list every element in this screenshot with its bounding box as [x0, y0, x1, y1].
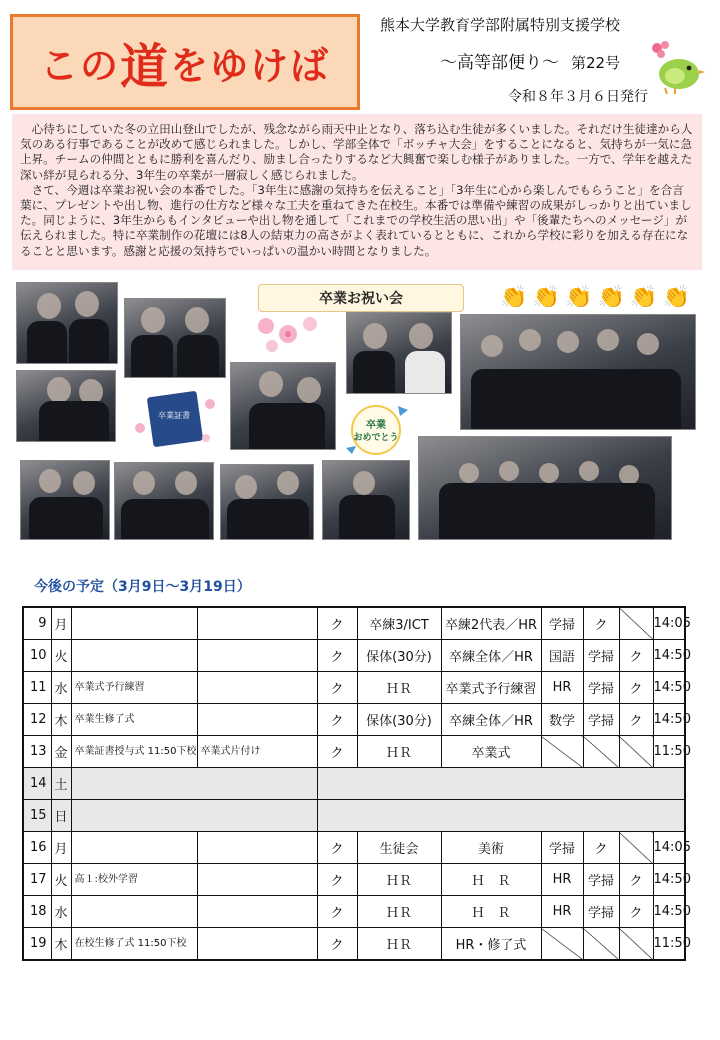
schedule-period	[619, 607, 653, 640]
schedule-date: 14	[23, 768, 51, 800]
schedule-row	[23, 896, 685, 928]
schedule-period: HR・修了式	[441, 928, 541, 961]
schedule-period: 学掃	[583, 896, 619, 928]
schedule-period: ク	[317, 640, 357, 672]
schedule-event: 卒業証書授与式 11:50下校	[71, 736, 197, 768]
schedule-period: 学掃	[541, 607, 583, 640]
schedule-period: Ｈ Ｒ	[441, 896, 541, 928]
schedule-weekday: 木	[51, 704, 71, 736]
photo	[418, 436, 672, 540]
schedule-date: 9	[23, 607, 51, 640]
schedule-period: 卒練全体／HR	[441, 704, 541, 736]
schedule-weekday: 水	[51, 896, 71, 928]
schedule-period: 学掃	[583, 640, 619, 672]
diploma-label: 卒業証書	[158, 411, 190, 420]
schedule-date: 15	[23, 800, 51, 832]
schedule-event-2: 卒業式片付け	[197, 736, 317, 768]
schedule-row	[23, 768, 685, 800]
schedule-event	[71, 896, 197, 928]
photo	[16, 370, 116, 442]
schedule-period	[583, 736, 619, 768]
schedule-row	[23, 800, 685, 832]
schedule-period: ク	[317, 896, 357, 928]
schedule-period: 保体(30分)	[357, 704, 441, 736]
photo	[220, 464, 314, 540]
schedule-dismissal-time: 11:50	[653, 928, 685, 961]
schedule-row	[23, 607, 685, 640]
schedule-period: 卒業式	[441, 736, 541, 768]
schedule-period: 保体(30分)	[357, 640, 441, 672]
schedule-holiday-cell	[71, 768, 317, 800]
schedule-period: ＨＲ	[357, 896, 441, 928]
schedule-dismissal-time: 14:50	[653, 640, 685, 672]
schedule-period: 卒練2代表／HR	[441, 607, 541, 640]
schedule-holiday-cell	[317, 800, 685, 832]
schedule-period: ク	[317, 607, 357, 640]
schedule-period: Ｈ Ｒ	[441, 864, 541, 896]
schedule-date: 19	[23, 928, 51, 961]
schedule-dismissal-time: 14:50	[653, 704, 685, 736]
schedule-event	[71, 607, 197, 640]
schedule-period	[619, 736, 653, 768]
schedule-period: 国語	[541, 640, 583, 672]
photo	[230, 362, 336, 450]
schedule-row	[23, 736, 685, 768]
schedule-row	[23, 704, 685, 736]
schedule-period	[583, 928, 619, 961]
newsletter-name: ～高等部便り～	[440, 53, 559, 73]
schedule-weekday: 金	[51, 736, 71, 768]
schedule-row	[23, 928, 685, 961]
schedule-row	[23, 672, 685, 704]
schedule-event: 高１:校外学習	[71, 864, 197, 896]
schedule-row	[23, 832, 685, 864]
schedule-period: ク	[583, 607, 619, 640]
schedule-period: ク	[619, 896, 653, 928]
schedule-table	[22, 606, 691, 961]
schedule-weekday: 水	[51, 672, 71, 704]
schedule-event-2	[197, 672, 317, 704]
schedule-period: 数学	[541, 704, 583, 736]
schedule-holiday-cell	[317, 768, 685, 800]
photo	[16, 282, 118, 364]
schedule-period: ク	[317, 928, 357, 961]
schedule-period: HR	[541, 864, 583, 896]
schedule-date: 17	[23, 864, 51, 896]
schedule-period	[619, 928, 653, 961]
schedule-date: 10	[23, 640, 51, 672]
schedule-dismissal-time: 14:05	[653, 832, 685, 864]
schedule-period: ク	[317, 672, 357, 704]
photo	[322, 460, 410, 540]
schedule-period: ク	[619, 672, 653, 704]
schedule-period	[619, 832, 653, 864]
schedule-period: ク	[583, 832, 619, 864]
schedule-period: 学掃	[541, 832, 583, 864]
issue-number: 第22号	[571, 54, 621, 72]
schedule-holiday-cell	[71, 800, 317, 832]
photo	[124, 298, 226, 378]
schedule-dismissal-time: 14:05	[653, 607, 685, 640]
schedule-period: ＨＲ	[357, 864, 441, 896]
diploma-book-icon	[130, 388, 220, 448]
schedule-event-2	[197, 896, 317, 928]
schedule-period: ク	[619, 704, 653, 736]
schedule-period: ク	[317, 704, 357, 736]
schedule-event	[71, 640, 197, 672]
school-name: 熊本大学教育学部附属特別支援学校	[380, 16, 621, 34]
schedule-event: 在校生修了式 11:50下校	[71, 928, 197, 961]
schedule-period	[541, 736, 583, 768]
schedule-event-2	[197, 864, 317, 896]
schedule-dismissal-time: 11:50	[653, 736, 685, 768]
schedule-weekday: 火	[51, 640, 71, 672]
schedule-period: ク	[619, 640, 653, 672]
cherry-blossom-icon	[252, 312, 322, 356]
schedule-weekday: 月	[51, 832, 71, 864]
schedule-event-2	[197, 832, 317, 864]
title-post: をゆけば	[170, 43, 331, 88]
schedule-period: 美術	[441, 832, 541, 864]
schedule-period: ク	[619, 864, 653, 896]
title-big: 道	[119, 38, 170, 95]
schedule-period: 卒練全体／HR	[441, 640, 541, 672]
intro-paragraph-1: 心待ちにしていた冬の立田山登山でしたが、残念ながら雨天中止となり、落ち込む生徒が多くいました。それだけ生徒達から人気のある行事であることが改めて感じられました。しかし、学部全体で「ボッチャ大会」をすることになると、気持ちが一気に急上昇。チームの仲間とともに勝利を喜んだり、励まし合ったりするなど大興奮で楽しむ様子がありました。一方で、学年を越えた深い絆が見られる分、3年生の卒業が一層寂しく感じられました。	[20, 122, 693, 182]
schedule-dismissal-time: 14:50	[653, 896, 685, 928]
schedule-row	[23, 640, 685, 672]
schedule-dismissal-time: 14:50	[653, 672, 685, 704]
schedule-event	[71, 832, 197, 864]
schedule-weekday: 木	[51, 928, 71, 961]
event-banner: 卒業お祝い会	[258, 284, 464, 312]
schedule-event-2	[197, 640, 317, 672]
schedule-period: HR	[541, 896, 583, 928]
schedule-date: 18	[23, 896, 51, 928]
schedule-weekday: 土	[51, 768, 71, 800]
schedule-period: ＨＲ	[357, 736, 441, 768]
photo	[460, 314, 696, 430]
schedule-date: 11	[23, 672, 51, 704]
newsletter-title	[13, 17, 357, 107]
issue-date: 令和８年３月６日発行	[508, 89, 648, 105]
clapping-hands-icon: 👏 👏 👏 👏 👏 👏	[500, 284, 690, 310]
schedule-weekday: 月	[51, 607, 71, 640]
schedule-weekday: 火	[51, 864, 71, 896]
schedule-period: ク	[317, 736, 357, 768]
schedule-period: 学掃	[583, 864, 619, 896]
schedule-date: 13	[23, 736, 51, 768]
schedule-period: ク	[317, 864, 357, 896]
celebration-badge	[340, 398, 412, 462]
schedule-period: HR	[541, 672, 583, 704]
schedule-period: 卒業式予行練習	[441, 672, 541, 704]
schedule-date: 12	[23, 704, 51, 736]
schedule-period: 学掃	[583, 704, 619, 736]
photo	[114, 462, 214, 540]
title-pre: この	[39, 43, 120, 88]
schedule-event-2	[197, 704, 317, 736]
schedule-event-2	[197, 607, 317, 640]
schedule-event: 卒業式予行練習	[71, 672, 197, 704]
intro-paragraph-2: さて、今週は卒業お祝い会の本番でした。「3年生に感謝の気持ちを伝えること」「3年生に心から楽しんでもらうこと」を合言葉に、プレゼントや出し物、進行の仕方など様々な工夫を重ねてきた在校生。本番では準備や練習の成果がしっかりと出ていました。同じように、3年生からもインタビューや出し物を通して「これまでの学校生活の思い出」や「後輩たちへのメッセージ」が伝えられました。特に卒業制作の花壇には8人の結束力の高さがよく表れているとともに、これから学校に彩りを加える存在になることと思います。感謝と応援の気持ちでいっぱいの温かい時間となりました。	[20, 182, 692, 258]
photo	[346, 312, 452, 394]
schedule-event: 卒業生修了式	[71, 704, 197, 736]
intro-text	[12, 114, 702, 270]
bird-icon	[645, 36, 705, 96]
schedule-period: 生徒会	[357, 832, 441, 864]
schedule-period: 卒練3/ICT	[357, 607, 441, 640]
schedule-row	[23, 864, 685, 896]
celebrate-line-2: おめでとう	[353, 433, 399, 443]
schedule-period: ク	[317, 832, 357, 864]
issue-line	[440, 48, 620, 73]
photo	[20, 460, 110, 540]
title-box	[10, 14, 360, 110]
schedule-period	[541, 928, 583, 961]
schedule-date: 16	[23, 832, 51, 864]
schedule-dismissal-time: 14:50	[653, 864, 685, 896]
schedule-period: 学掃	[583, 672, 619, 704]
schedule-weekday: 日	[51, 800, 71, 832]
schedule-period: ＨＲ	[357, 672, 441, 704]
schedule-title: 今後の予定（3月9日～3月19日）	[34, 579, 251, 595]
celebrate-line-1: 卒業	[366, 420, 386, 431]
schedule-event-2	[197, 928, 317, 961]
schedule-period: ＨＲ	[357, 928, 441, 961]
